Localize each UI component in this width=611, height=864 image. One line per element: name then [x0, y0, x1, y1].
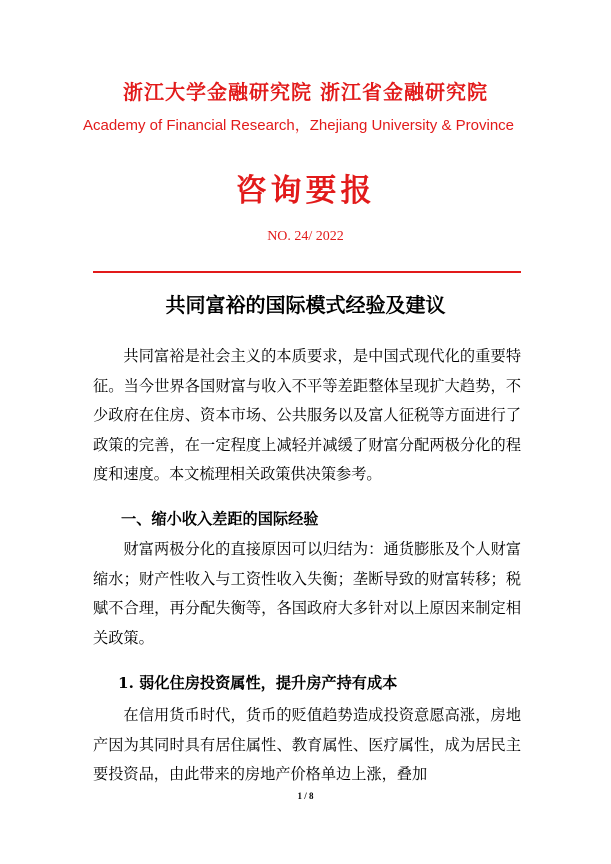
institution-names-english: Academy of Financial Research，Zhejiang University & Province [82, 117, 515, 134]
section-heading: 一、缩小收入差距的国际经验 [121, 510, 319, 528]
issue-number: NO. 24/ 2022 [267, 229, 344, 244]
article-title: 共同富裕的国际模式经验及建议 [165, 293, 446, 317]
subsection-paragraph: 在信用货币时代，货币的贬值趋势造成投资意愿高涨，房地产因为其同时具有居住属性、教育属性、医疗属性，成为居民主要投资品，由此带来的房地产价格单边上涨，叠加 [93, 706, 521, 783]
subsection-heading: 1. 弱化住房投资属性，提升房产持有成本 [118, 674, 398, 692]
report-title: 咨询要报 [235, 173, 376, 209]
institution-names-chinese: 浙江大学金融研究院 浙江省金融研究院 [123, 80, 488, 104]
header-divider [93, 271, 521, 273]
page-number: 1 / 8 [297, 791, 314, 801]
section-paragraph: 财富两极分化的直接原因可以归结为：通货膨胀及个人财富缩水；财产性收入与工资性收入失衡；垄断导致的财富转移；税赋不合理，再分配失衡等，各国政府大多针对以上原因来制定相关政策。 [93, 540, 521, 647]
intro-paragraph: 共同富裕是社会主义的本质要求，是中国式现代化的重要特征。当今世界各国财富与收入不平等差距整体呈现扩大趋势，不少政府在住房、资本市场、公共服务以及富人征税等方面进行了政策的完善，在一定程度上减轻并减缓了财富分配两极分化的程度和速度。本文梳理相关政策供决策参考。 [93, 347, 521, 483]
